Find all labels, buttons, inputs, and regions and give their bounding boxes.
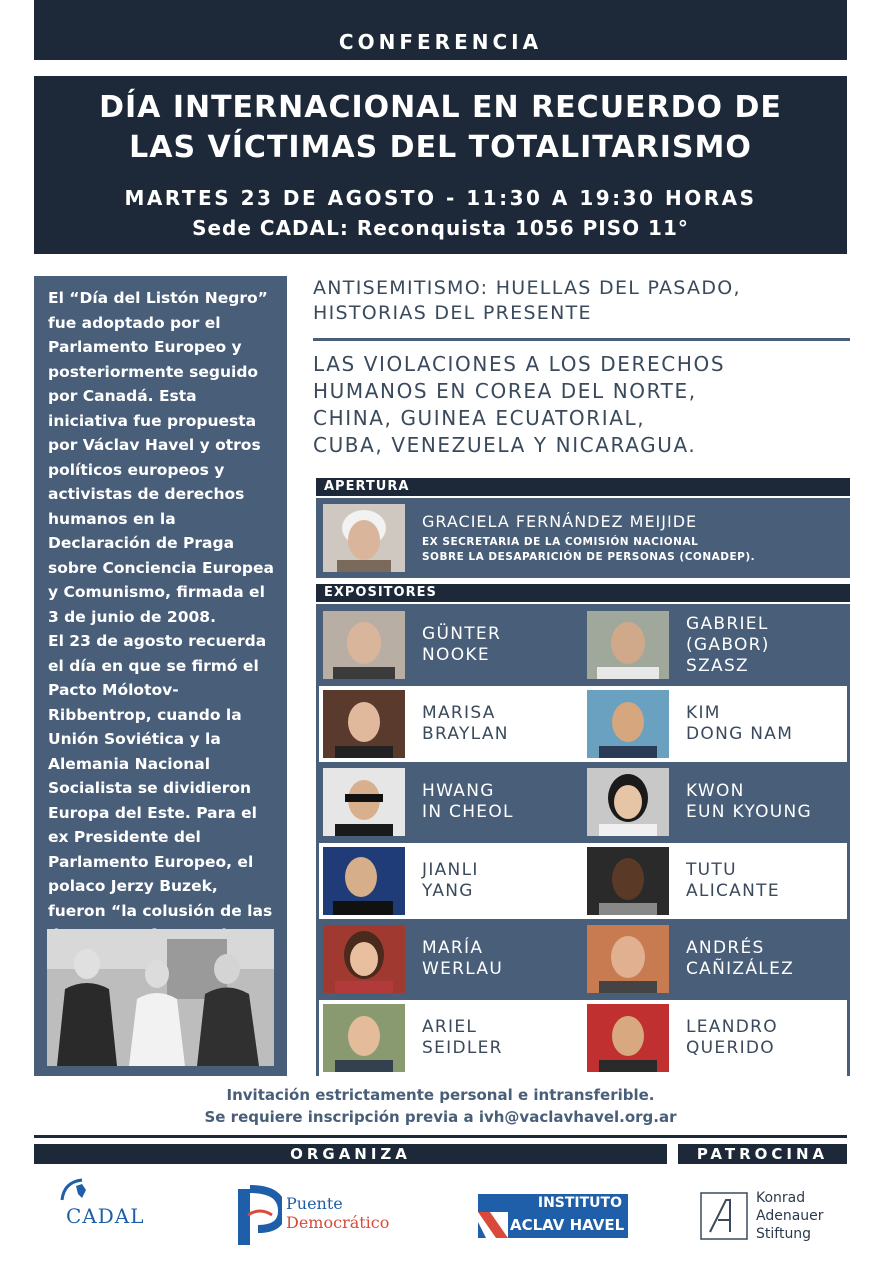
conference-label-bar <box>34 0 847 60</box>
topic-2-line-2: HUMANOS EN COREA DEL NORTE, <box>313 379 697 403</box>
speaker-photo <box>587 847 669 915</box>
apertura-name: GRACIELA FERNÁNDEZ MEIJIDE <box>422 511 698 531</box>
speakers-row <box>319 607 847 684</box>
speaker-photo <box>323 925 405 993</box>
instituto-vaclav-havel-logo <box>478 1194 628 1246</box>
speaker-photo <box>587 768 669 836</box>
speaker-name-line-1: KIM <box>686 702 721 723</box>
invitation-line-2: Se requiere inscripción previa a ivh@vaclavhavel.org.ar <box>204 1108 677 1126</box>
speaker-card <box>319 686 583 763</box>
speaker-name-line-1: JIANLI <box>422 859 479 880</box>
speakers-row <box>319 1000 847 1077</box>
speaker-card <box>583 686 847 763</box>
invitation-note <box>34 1084 847 1128</box>
speaker-name-line-2: WERLAU <box>422 959 504 980</box>
speaker-photo <box>323 1004 405 1072</box>
speaker-photo <box>587 925 669 993</box>
expositores-label: EXPOSITORES <box>316 584 850 602</box>
speaker-name-line-2: BRAYLAN <box>422 723 509 744</box>
speaker-name-line-2: NOOKE <box>422 645 490 666</box>
speakers-row <box>319 921 847 998</box>
topic-divider <box>313 338 850 341</box>
cadal-globe-icon <box>58 1178 98 1204</box>
speaker-name-line-2: CAÑIZÁLEZ <box>686 959 795 980</box>
apertura-label: APERTURA <box>316 478 850 496</box>
speaker-name-line-2: YANG <box>422 880 474 901</box>
puente-logo-line-1: Puente <box>286 1194 343 1213</box>
apertura-row <box>316 498 850 578</box>
konrad-adenauer-logo <box>700 1186 824 1246</box>
konrad-logo-line-3: Stiftung <box>756 1226 812 1242</box>
apertura-role-line-1: EX SECRETARIA DE LA COMISIÓN NACIONAL <box>422 535 699 548</box>
patrocina-label: PATROCINA <box>678 1144 847 1164</box>
invitation-line-1: Invitación estrictamente personal e intransferible. <box>226 1086 655 1104</box>
conference-label: CONFERENCIA <box>338 30 543 54</box>
konrad-logo-line-1: Konrad <box>756 1190 806 1206</box>
speaker-card <box>583 764 847 841</box>
sidebar-paragraph-2: El 23 de agosto recuerda el día en que se firmó el Pacto Mólotov-Ribbentrop, cuando la Unión Soviética y la Alemania Nacional Socialista se dividieron Europa del Este. Para el ex Presidente del Parlamento Europeo, el polaco Jerzy Buzek, fueron “la colusión de las <box>48 632 273 920</box>
topic-2-line-1: LAS VIOLACIONES A LOS DERECHOS <box>313 352 726 376</box>
speaker-name-line-2: DONG NAM <box>686 723 794 744</box>
speaker-photo <box>323 611 405 679</box>
speaker-card <box>319 921 583 998</box>
speaker-photo <box>323 847 405 915</box>
speaker-card <box>319 843 583 920</box>
cadal-logo <box>58 1178 158 1240</box>
speaker-card <box>319 764 583 841</box>
title-line-2: LAS VÍCTIMAS DEL TOTALITARISMO <box>129 130 752 165</box>
speaker-photo <box>323 768 405 836</box>
speaker-photo <box>587 611 669 679</box>
speaker-name-line-1: HWANG <box>422 781 495 802</box>
speaker-name-line-3: SZASZ <box>686 655 750 676</box>
apertura-photo <box>323 504 405 572</box>
speaker-card <box>583 921 847 998</box>
speaker-name-line-2: IN CHEOL <box>422 802 514 823</box>
speaker-name-line-2: QUERIDO <box>686 1037 775 1058</box>
speaker-name-line-2: SEIDLER <box>422 1037 503 1058</box>
speaker-name-line-1: KWON <box>686 781 745 802</box>
puente-logo-icon <box>238 1181 282 1245</box>
organiza-label: ORGANIZA <box>34 1144 667 1164</box>
topic-2-line-3: CHINA, GUINEA ECUATORIAL, <box>313 406 646 430</box>
konrad-logo-icon <box>700 1192 748 1240</box>
speaker-name-line-2: (GABOR) <box>686 634 770 655</box>
sidebar-panel <box>34 276 287 1076</box>
speaker-name-line-1: MARISA <box>422 702 496 723</box>
speaker-photo <box>323 690 405 758</box>
speakers-grid <box>316 604 850 1076</box>
puente-logo-line-2: Democrático <box>286 1213 390 1232</box>
apertura-role-line-2: SOBRE LA DESAPARICIÓN DE PERSONAS (CONADEP). <box>422 550 756 563</box>
cadal-logo-text: CADAL <box>66 1204 145 1228</box>
instituto-logo-line-1: INSTITUTO <box>478 1194 628 1212</box>
speaker-name-line-1: MARÍA <box>422 938 484 959</box>
sidebar-paragraph-1: El “Día del Listón Negro” fue adoptado por el Parlamento Europeo y posteriormente seguido por Canadá. Esta iniciativa fue propuesta por Václav Havel y otros políticos europeos y activistas de derechos humanos en la Declaración de Praga sobre Conciencia Europea y Comunismo, firmada el 3 de junio de 2008. <box>48 289 274 626</box>
event-date: MARTES 23 DE AGOSTO - 11:30 A 19:30 HORAS <box>124 186 757 210</box>
speaker-name-line-1: GÜNTER <box>422 624 502 645</box>
speaker-card <box>583 607 847 684</box>
puente-democratico-logo <box>238 1178 389 1248</box>
title-block <box>34 76 847 254</box>
historical-photo <box>47 929 274 1066</box>
topic-1-line-2: HISTORIAS DEL PRESENTE <box>313 302 592 324</box>
instituto-v-icon <box>478 1212 508 1238</box>
speakers-row <box>319 764 847 841</box>
speaker-name-line-1: LEANDRO <box>686 1016 778 1037</box>
speaker-name-line-2: ALICANTE <box>686 880 780 901</box>
speaker-photo <box>587 1004 669 1072</box>
speakers-row <box>319 843 847 920</box>
speaker-name-line-2: EUN KYOUNG <box>686 802 813 823</box>
topics-block <box>313 276 850 459</box>
footer-divider <box>34 1135 847 1138</box>
speakers-row <box>319 686 847 763</box>
speaker-name-line-1: ARIEL <box>422 1016 478 1037</box>
speaker-name-line-1: GABRIEL <box>686 613 769 634</box>
speaker-name-line-1: TUTU <box>686 859 737 880</box>
speaker-card <box>583 843 847 920</box>
instituto-logo-line-2: ACLAV HAVEL <box>508 1212 628 1238</box>
speaker-card <box>319 607 583 684</box>
speaker-photo <box>587 690 669 758</box>
topic-2-line-4: CUBA, VENEZUELA Y NICARAGUA. <box>313 433 697 457</box>
title-line-1: DÍA INTERNACIONAL EN RECUERDO DE <box>99 90 782 125</box>
topic-1-line-1: ANTISEMITISMO: HUELLAS DEL PASADO, <box>313 277 741 299</box>
konrad-logo-line-2: Adenauer <box>756 1208 824 1224</box>
speaker-card <box>583 1000 847 1077</box>
speaker-card <box>319 1000 583 1077</box>
speaker-name-line-1: ANDRÉS <box>686 938 765 959</box>
event-venue: Sede CADAL: Reconquista 1056 PISO 11° <box>192 216 689 240</box>
